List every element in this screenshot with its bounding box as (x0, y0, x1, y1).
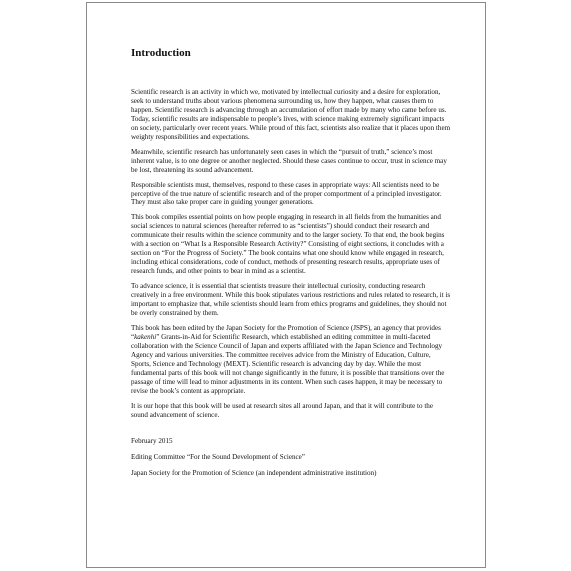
document-page (86, 2, 486, 568)
kakenhi-term: kakenhi (134, 332, 157, 341)
paragraph-3: Responsible scientists must, themselves, respond to these cases in appropriate ways: All scientists need to be perceptive of the true nature of scientific research and of the proper comportment of a principled investigator. They must also take proper care in guiding younger generations. (131, 180, 442, 207)
page-title: Introduction (131, 47, 191, 59)
signature-organization: Japan Society for the Promotion of Science (an independent administrative institution) (131, 469, 377, 478)
jsps-text-before: This book has been edited by the Japan Society for the Promotion of Science (JSPS), an agency that provides “ (131, 323, 441, 341)
signature-date: February 2015 (131, 437, 173, 446)
paragraph-jsps (131, 324, 451, 396)
signature-committee: Editing Committee “For the Sound Development of Science” (131, 453, 305, 462)
page-content (131, 47, 451, 485)
paragraph-4: This book compiles essential points on how people engaging in research in all fields from the humanities and social sciences to natural sciences (hereafter referred to as “scientists”) should conduct their research and communicate their results within the science community and to the larger society. To that end, the book begins with a section on “What Is a Responsible Research Activity?” Consisting of eight sections, it concludes with a section on “For the Progress of Society.” The book contains what one should know while engaged in research, including ethical considerations, code of conduct, methods of presenting research results, appropriate uses of research funds, and other points to bear in mind as a scientist. (131, 213, 445, 276)
paragraph-5: To advance science, it is essential that scientists treasure their intellectual curiosity, conducting research creatively in a free environment. While this book stipulates various restrictions and rules related to research, it is important to emphasize that, while scientists should learn from ethics programs and guidelines, they should not be overly constrained by them. (131, 282, 451, 317)
paragraph-1: Scientific research is an activity in which we, motivated by intellectual curiosity and a desire for exploration, seek to understand truths about various phenomena surrounding us, how they happen, what causes them to happen. Scientific research is advancing through an accumulation of effort made by many who came before us. Today, scientific results are indispensable to people’s lives, with science making extremely significant impacts on society, particularly over recent years. While proud of this fact, scientists also realize that it places upon them weighty responsibilities and expectations. (131, 88, 451, 141)
paragraph-closing: It is our hope that this book will be used at research sites all around Japan, and that it will contribute to the sound advancement of science. (131, 401, 434, 419)
jsps-text-after: ” Grants-in-Aid for Scientific Research, which established an editing committee in multi-faceted collaboration with the Science Council of Japan and experts affiliated with the Japan Science and Technology Agency and various universities. The committee receives advice from the Ministry of Education, Culture, Sports, Science and Technology (MEXT). Scientific research is advancing day by day. While the most fundamental parts of this book will not change significantly in the future, it is possible that transitions over the passage of time will lead to minor adjustments in its content. When such cases happen, it may be necessary to revise the book’s content as appropriate. (131, 332, 445, 395)
paragraph-2: Meanwhile, scientific research has unfortunately seen cases in which the “pursuit of truth,” science’s most inherent value, is to one degree or another neglected. Should these cases continue to occur, trust in science may be lost, threatening its sound advancement. (131, 147, 447, 174)
signature-block (131, 437, 451, 478)
